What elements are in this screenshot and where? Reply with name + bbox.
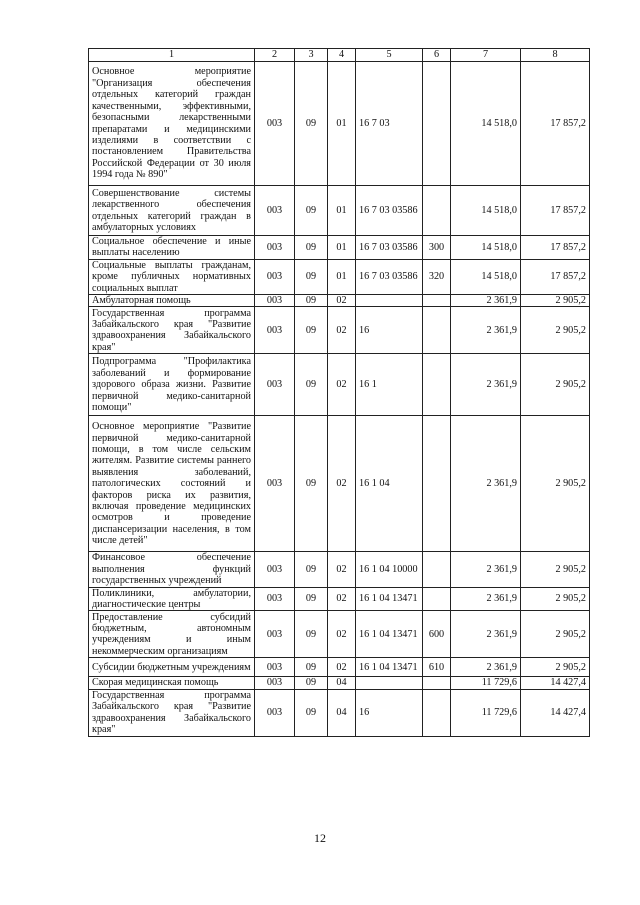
- admin-code-cell: 003: [255, 295, 295, 307]
- table-row: [89, 62, 590, 186]
- amount-year-2-cell: 2 905,2: [521, 552, 590, 587]
- amount-year-2-cell: 2 905,2: [521, 354, 590, 416]
- target-item-cell: 16 7 03 03586: [356, 259, 423, 294]
- admin-code-cell: 003: [255, 611, 295, 658]
- subsection-code-cell: 04: [328, 689, 356, 736]
- section-code-cell: 09: [295, 236, 328, 260]
- table-row: [89, 354, 590, 416]
- header-row: [89, 49, 590, 62]
- amount-year-2-cell: 17 857,2: [521, 62, 590, 186]
- target-item-cell: 16 7 03 03586: [356, 186, 423, 236]
- row-name-cell: Государственная программа Забайкальского края "Развитие здравоохранения Забайкальского края": [89, 307, 255, 354]
- admin-code-cell: 003: [255, 307, 295, 354]
- table-body: [89, 62, 590, 737]
- expense-type-cell: [423, 295, 451, 307]
- amount-year-2-cell: 2 905,2: [521, 307, 590, 354]
- row-name-cell: Амбулаторная помощь: [89, 295, 255, 307]
- admin-code-cell: 003: [255, 186, 295, 236]
- row-name-cell: Финансовое обеспечение выполнения функций государственных учреждений: [89, 552, 255, 587]
- amount-year-1-cell: 2 361,9: [451, 658, 521, 677]
- section-code-cell: 09: [295, 677, 328, 689]
- expense-type-cell: [423, 186, 451, 236]
- row-name-cell: Субсидии бюджетным учреждениям: [89, 658, 255, 677]
- row-name-cell: Основное мероприятие "Развитие первичной медико-санитарной помощи, в том числе сельским жителям. Развитие системы раннего выявления заболеваний, патологических состояний и факторов риска их развития, включая проведение медицинских осмотров и проведение диспансеризации населения, в том числе детей": [89, 416, 255, 552]
- row-name-cell: Подпрограмма "Профилактика заболеваний и формирование здорового образа жизни. Развитие первичной медико-санитарной помощи": [89, 354, 255, 416]
- amount-year-2-cell: 2 905,2: [521, 611, 590, 658]
- section-code-cell: 09: [295, 611, 328, 658]
- amount-year-1-cell: 2 361,9: [451, 611, 521, 658]
- table-header: [89, 49, 590, 62]
- amount-year-2-cell: 14 427,4: [521, 689, 590, 736]
- section-code-cell: 09: [295, 354, 328, 416]
- section-code-cell: 09: [295, 416, 328, 552]
- target-item-cell: 16 7 03 03586: [356, 236, 423, 260]
- row-name-cell: Социальное обеспечение и иные выплаты населению: [89, 236, 255, 260]
- admin-code-cell: 003: [255, 587, 295, 611]
- admin-code-cell: 003: [255, 552, 295, 587]
- amount-year-1-cell: 2 361,9: [451, 295, 521, 307]
- table-row: [89, 295, 590, 307]
- amount-year-2-cell: 14 427,4: [521, 677, 590, 689]
- section-code-cell: 09: [295, 552, 328, 587]
- subsection-code-cell: 02: [328, 611, 356, 658]
- section-code-cell: 09: [295, 259, 328, 294]
- amount-year-2-cell: 17 857,2: [521, 236, 590, 260]
- amount-year-2-cell: 2 905,2: [521, 658, 590, 677]
- amount-year-1-cell: 14 518,0: [451, 236, 521, 260]
- subsection-code-cell: 02: [328, 658, 356, 677]
- amount-year-1-cell: 2 361,9: [451, 416, 521, 552]
- amount-year-1-cell: 14 518,0: [451, 186, 521, 236]
- subsection-code-cell: 02: [328, 307, 356, 354]
- expense-type-cell: [423, 677, 451, 689]
- target-item-cell: 16 7 03: [356, 62, 423, 186]
- admin-code-cell: 003: [255, 354, 295, 416]
- target-item-cell: [356, 295, 423, 307]
- target-item-cell: 16 1: [356, 354, 423, 416]
- subsection-code-cell: 01: [328, 186, 356, 236]
- section-code-cell: 09: [295, 658, 328, 677]
- amount-year-2-cell: 17 857,2: [521, 259, 590, 294]
- table-row: [89, 236, 590, 260]
- subsection-code-cell: 02: [328, 552, 356, 587]
- expense-type-cell: [423, 354, 451, 416]
- subsection-code-cell: 01: [328, 62, 356, 186]
- subsection-code-cell: 02: [328, 354, 356, 416]
- admin-code-cell: 003: [255, 236, 295, 260]
- expense-type-cell: 600: [423, 611, 451, 658]
- expense-type-cell: 610: [423, 658, 451, 677]
- subsection-code-cell: 02: [328, 295, 356, 307]
- expense-type-cell: [423, 307, 451, 354]
- expense-type-cell: [423, 552, 451, 587]
- table-row: [89, 587, 590, 611]
- target-item-cell: 16 1 04: [356, 416, 423, 552]
- target-item-cell: 16: [356, 307, 423, 354]
- column-header-5: 5: [356, 49, 423, 62]
- row-name-cell: Поликлиники, амбулатории, диагностические центры: [89, 587, 255, 611]
- expense-type-cell: [423, 416, 451, 552]
- row-name-cell: Основное мероприятие "Организация обеспечения отдельных категорий граждан качественными, эффективными, безопасными лекарственными препаратами и медицинскими изделиями в соответствии с постановлением Правительства Российской Федерации от 30 июля 1994 года № 890": [89, 62, 255, 186]
- table-row: [89, 658, 590, 677]
- subsection-code-cell: 02: [328, 416, 356, 552]
- budget-table: [88, 48, 590, 737]
- column-header-8: 8: [521, 49, 590, 62]
- table-row: [89, 689, 590, 736]
- section-code-cell: 09: [295, 587, 328, 611]
- column-header-7: 7: [451, 49, 521, 62]
- amount-year-1-cell: 14 518,0: [451, 62, 521, 186]
- amount-year-1-cell: 2 361,9: [451, 307, 521, 354]
- expense-type-cell: [423, 689, 451, 736]
- section-code-cell: 09: [295, 62, 328, 186]
- column-header-1: 1: [89, 49, 255, 62]
- admin-code-cell: 003: [255, 689, 295, 736]
- column-header-6: 6: [423, 49, 451, 62]
- row-name-cell: Социальные выплаты гражданам, кроме публичных нормативных социальных выплат: [89, 259, 255, 294]
- amount-year-2-cell: 2 905,2: [521, 587, 590, 611]
- admin-code-cell: 003: [255, 677, 295, 689]
- amount-year-1-cell: 11 729,6: [451, 689, 521, 736]
- target-item-cell: 16: [356, 689, 423, 736]
- column-header-3: 3: [295, 49, 328, 62]
- subsection-code-cell: 01: [328, 236, 356, 260]
- amount-year-2-cell: 2 905,2: [521, 416, 590, 552]
- amount-year-1-cell: 2 361,9: [451, 587, 521, 611]
- table-row: [89, 186, 590, 236]
- subsection-code-cell: 01: [328, 259, 356, 294]
- amount-year-1-cell: 2 361,9: [451, 354, 521, 416]
- amount-year-2-cell: 17 857,2: [521, 186, 590, 236]
- row-name-cell: Совершенствование системы лекарственного обеспечения отдельных категорий граждан в амбулаторных условиях: [89, 186, 255, 236]
- admin-code-cell: 003: [255, 658, 295, 677]
- row-name-cell: Предоставление субсидий бюджетным, автономным учреждениям и иным некоммерческим организациям: [89, 611, 255, 658]
- admin-code-cell: 003: [255, 416, 295, 552]
- column-header-4: 4: [328, 49, 356, 62]
- row-name-cell: Скорая медицинская помощь: [89, 677, 255, 689]
- admin-code-cell: 003: [255, 259, 295, 294]
- expense-type-cell: [423, 587, 451, 611]
- table-row: [89, 611, 590, 658]
- section-code-cell: 09: [295, 689, 328, 736]
- section-code-cell: 09: [295, 295, 328, 307]
- table-row: [89, 552, 590, 587]
- expense-type-cell: 300: [423, 236, 451, 260]
- target-item-cell: 16 1 04 13471: [356, 587, 423, 611]
- target-item-cell: [356, 677, 423, 689]
- column-header-2: 2: [255, 49, 295, 62]
- target-item-cell: 16 1 04 13471: [356, 611, 423, 658]
- target-item-cell: 16 1 04 10000: [356, 552, 423, 587]
- admin-code-cell: 003: [255, 62, 295, 186]
- page-number: 12: [314, 831, 326, 845]
- table-row: [89, 307, 590, 354]
- subsection-code-cell: 02: [328, 587, 356, 611]
- amount-year-1-cell: 14 518,0: [451, 259, 521, 294]
- amount-year-1-cell: 2 361,9: [451, 552, 521, 587]
- amount-year-1-cell: 11 729,6: [451, 677, 521, 689]
- subsection-code-cell: 04: [328, 677, 356, 689]
- target-item-cell: 16 1 04 13471: [356, 658, 423, 677]
- expense-type-cell: 320: [423, 259, 451, 294]
- table-row: [89, 677, 590, 689]
- row-name-cell: Государственная программа Забайкальского края "Развитие здравоохранения Забайкальского края": [89, 689, 255, 736]
- expense-type-cell: [423, 62, 451, 186]
- amount-year-2-cell: 2 905,2: [521, 295, 590, 307]
- section-code-cell: 09: [295, 307, 328, 354]
- section-code-cell: 09: [295, 186, 328, 236]
- table-row: [89, 416, 590, 552]
- table-row: [89, 259, 590, 294]
